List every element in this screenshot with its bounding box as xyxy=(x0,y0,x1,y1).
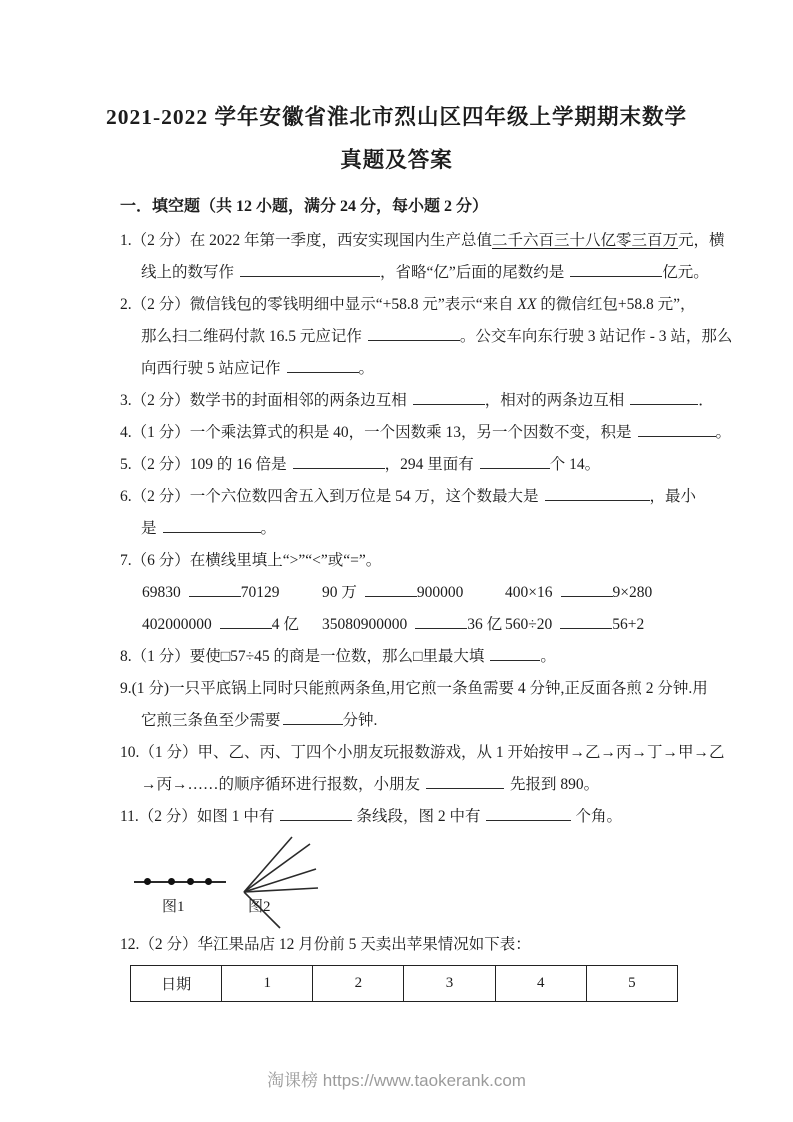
answer-blank xyxy=(480,454,550,469)
compare-left: 400×16 xyxy=(505,584,553,601)
answer-blank xyxy=(287,358,359,373)
section-heading-fill-in-blanks: 一．填空题（共 12 小题，满分 24 分，每小题 2 分） xyxy=(120,198,489,215)
question-text: 它煎三条鱼至少需要 xyxy=(141,712,281,729)
question-4 xyxy=(120,417,732,449)
question-text: ，省略“亿”后面的尾数约是 xyxy=(380,264,565,281)
table-cell-day: 4 xyxy=(495,966,586,1002)
answer-blank xyxy=(560,614,612,629)
question-text: 4.（1 分）一个乘法算式的积是 40，一个因数乘 13，另一个因数不变，积是 xyxy=(120,424,632,441)
figure-1-point xyxy=(168,878,175,885)
question-text: →丙→……的顺序循环进行报数，小朋友 xyxy=(141,776,421,793)
question-7-intro xyxy=(120,545,693,577)
compare-right: 70129 xyxy=(240,584,280,601)
question-9-line-2 xyxy=(120,705,693,737)
question-2-line-3 xyxy=(120,353,693,385)
answer-blank xyxy=(486,806,571,821)
question-text: 7.（6 分）在横线里填上“>”“<”或“=”。 xyxy=(120,552,382,569)
compare-left: 402000000 xyxy=(142,616,212,633)
document-body xyxy=(0,192,793,1002)
answer-blank xyxy=(283,710,343,725)
table-cell-date-header: 日期 xyxy=(131,966,222,1002)
question-text: 8.（1 分）要使□57÷45 的商是一位数，那么□里最大填 xyxy=(120,648,485,665)
answer-blank xyxy=(561,582,613,597)
question-11 xyxy=(120,801,693,833)
question-6-line-1 xyxy=(120,481,697,513)
question-text: 是 xyxy=(141,520,157,537)
question-text: ，相对的两条边互相 xyxy=(484,392,625,409)
question-11-figures xyxy=(120,833,693,929)
question-text: 那么扫二维码付款 16.5 元应记作 xyxy=(141,328,362,345)
table-cell-day: 2 xyxy=(313,966,404,1002)
question-8 xyxy=(120,641,693,673)
question-6-line-2 xyxy=(120,513,693,545)
compare-item xyxy=(322,577,505,609)
question-list xyxy=(120,225,733,833)
question-text: 10.（1 分）甲、乙、丙、丁四个小朋友玩报数游戏，从 1 开始按甲→乙→丙→丁→甲→乙 xyxy=(120,744,725,761)
figure-1-point xyxy=(187,878,194,885)
answer-blank xyxy=(630,390,698,405)
question-10-line-2 xyxy=(120,769,693,801)
question-1-line-2 xyxy=(120,257,709,289)
question-text: 12.（2 分）华江果品店 12 月份前 5 天卖出苹果情况如下表： xyxy=(120,936,531,953)
compare-right: 56+2 xyxy=(612,616,645,633)
question-text: 个角。 xyxy=(575,808,622,825)
answer-blank xyxy=(189,582,241,597)
compare-left: 90 万 xyxy=(322,584,357,601)
figure-1-label: 图1 xyxy=(162,899,185,915)
question-text: 向西行驶 5 站应记作 xyxy=(141,360,281,377)
question-text: 11.（2 分）如图 1 中有 xyxy=(120,808,275,825)
question-text: 9.(1 分)一只平底锅上同时只能煎两条鱼,用它煎一条鱼需要 4 分钟,正反面各煎 2 分钟.用 xyxy=(120,680,708,697)
question-text: 个 14。 xyxy=(549,456,601,473)
question-text: 元，横 xyxy=(678,232,725,249)
document-title xyxy=(0,0,793,182)
question-text: 分钟. xyxy=(342,712,378,729)
compare-right: 900000 xyxy=(416,584,464,601)
question-3 xyxy=(120,385,714,417)
compare-item xyxy=(322,609,505,641)
compare-right: 4 亿 xyxy=(271,616,299,633)
question-1-line-1 xyxy=(120,225,725,257)
compare-item xyxy=(505,577,693,609)
answer-blank xyxy=(490,646,540,661)
question-9-line-1 xyxy=(120,673,708,705)
question-text: 。公交车向东行驶 3 站记作 - 3 站，那么 xyxy=(459,328,733,345)
answer-blank xyxy=(570,262,662,277)
document-title-line-1: 2021-2022 学年安徽省淮北市烈山区四年级上学期期末数学 xyxy=(105,105,688,129)
question-text: 6.（2 分）一个六位数四舍五入到万位是 54 万，这个数最大是 xyxy=(120,488,539,505)
answer-blank xyxy=(365,582,417,597)
answer-blank xyxy=(280,806,352,821)
question-10-line-1 xyxy=(120,737,725,769)
compare-left: 560÷20 xyxy=(505,616,553,633)
document-title-line-2: 真题及答案 xyxy=(340,148,453,172)
figure-2-label: 图2 xyxy=(248,899,271,915)
compare-item xyxy=(142,577,322,609)
answer-blank xyxy=(545,486,650,501)
question-2-line-2 xyxy=(120,321,733,353)
question-7-compare-row-1 xyxy=(120,577,693,609)
table-cell-day: 3 xyxy=(404,966,495,1002)
question-12-intro xyxy=(120,929,693,961)
answer-blank xyxy=(163,518,261,533)
table-cell-day: 1 xyxy=(222,966,313,1002)
figure-1-point xyxy=(205,878,212,885)
question-text: 线上的数写作 xyxy=(141,264,235,281)
question-text: 。 xyxy=(540,648,556,665)
question-text: 条线段，图 2 中有 xyxy=(356,808,481,825)
question-text: 的微信红包+58.8 元”， xyxy=(536,296,696,313)
question-text: 1.（2 分）在 2022 年第一季度，西安实现国内生产总值 xyxy=(120,232,493,249)
figure-1-point xyxy=(144,878,151,885)
compare-right: 9×280 xyxy=(612,584,653,601)
question-7-compare-row-2 xyxy=(120,609,693,641)
answer-blank xyxy=(426,774,504,789)
answer-blank xyxy=(415,614,467,629)
question-text: ． xyxy=(698,392,714,409)
placeholder-name: XX xyxy=(517,296,537,313)
compare-left: 35080900000 xyxy=(322,616,408,633)
question-text: 3.（2 分）数学书的封面相邻的两条边互相 xyxy=(120,392,407,409)
question-text: 亿元。 xyxy=(662,264,709,281)
question-2-line-1 xyxy=(120,289,696,321)
question-text: 2.（2 分）微信钱包的零钱明细中显示“+58.8 元”表示“来自 xyxy=(120,296,518,313)
footer-site-name: 淘课榜 xyxy=(267,1071,319,1090)
question-text: ，最小 xyxy=(649,488,697,505)
question-text: 。 xyxy=(715,424,732,441)
compare-left: 69830 xyxy=(142,584,181,601)
answer-blank xyxy=(638,422,716,437)
compare-item xyxy=(505,609,693,641)
question-5 xyxy=(120,449,693,481)
question-text: 。 xyxy=(260,520,277,537)
answer-blank xyxy=(413,390,485,405)
question-text: 先报到 890。 xyxy=(510,776,600,793)
compare-item xyxy=(142,609,322,641)
answer-blank xyxy=(293,454,385,469)
table-row-date xyxy=(131,966,678,1002)
question-text: ，294 里面有 xyxy=(384,456,474,473)
answer-blank xyxy=(240,262,380,277)
answer-blank xyxy=(220,614,272,629)
question-text: 。 xyxy=(358,360,375,377)
question-text: 5.（2 分）109 的 16 倍是 xyxy=(120,456,287,473)
answer-blank xyxy=(368,326,460,341)
footer-watermark xyxy=(0,1066,793,1091)
apple-sales-table xyxy=(130,965,678,1002)
compare-right: 36 亿 xyxy=(467,616,503,633)
footer-site-url[interactable]: https://www.taokerank.com xyxy=(322,1071,526,1090)
underlined-value: 二千六百三十八亿零三百万 xyxy=(492,232,679,249)
table-cell-day: 5 xyxy=(586,966,677,1002)
